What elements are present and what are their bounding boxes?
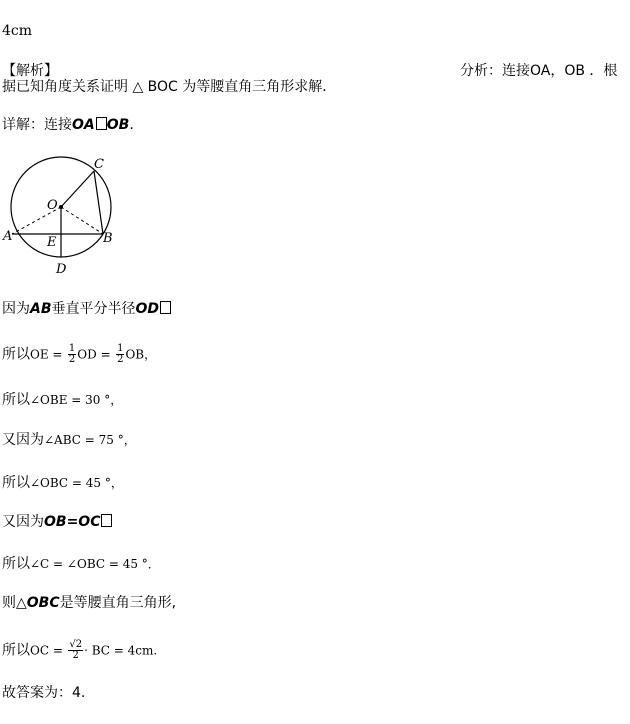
label-c: C xyxy=(94,157,104,172)
circle-figure xyxy=(0,152,130,282)
label-e: E xyxy=(47,235,57,250)
step-5 xyxy=(2,474,123,492)
step-6-pre: 又因为 xyxy=(2,514,44,530)
step-2-b: OD = xyxy=(77,347,111,362)
detail-oa: OA xyxy=(72,117,95,133)
step-2-pre: 所以 xyxy=(2,346,30,363)
step-4 xyxy=(2,431,136,449)
segment-ob-dashed xyxy=(61,207,103,234)
analysis-header: 【解析】 xyxy=(2,63,58,79)
step-8-pre: 则△ xyxy=(2,595,27,611)
detail-line xyxy=(2,116,134,134)
fraction-one-half-2: $\frac{1}{2}$ xyxy=(117,343,124,365)
label-d: D xyxy=(56,262,67,277)
segment-cb xyxy=(94,171,103,234)
step-9-b: · BC = 4cm. xyxy=(84,643,158,658)
step-6-body: OB=OC xyxy=(44,514,101,530)
detail-end: . xyxy=(129,117,134,133)
label-b: B xyxy=(103,231,113,246)
step-4-body: ∠ABC = 75 °， xyxy=(44,433,136,447)
step-9-pre: 所以 xyxy=(2,642,30,659)
answer-top: 4cm xyxy=(2,23,33,39)
missing-glyph-box xyxy=(96,117,107,130)
step-3-body: ∠OBE = 30 °， xyxy=(30,393,123,407)
step-1-ab: AB xyxy=(30,301,52,317)
fraction-root2-over-2: $\frac{√2}{2}$ xyxy=(69,639,83,661)
label-o: O xyxy=(47,198,58,213)
detail-ob: OB xyxy=(106,117,130,133)
step-5-pre: 所以 xyxy=(2,475,30,491)
missing-glyph-box xyxy=(160,301,171,314)
step-1 xyxy=(2,300,171,318)
step-8-post: 是等腰直角三角形, xyxy=(59,595,177,611)
step-3-pre: 所以 xyxy=(2,392,30,408)
step-9-a: OC = xyxy=(30,643,63,658)
missing-glyph-box xyxy=(101,514,112,527)
step-2-a: OE = xyxy=(30,347,63,362)
step-5-body: ∠OBC = 45 °， xyxy=(30,476,123,490)
step-7-pre: 所以 xyxy=(2,556,30,572)
center-point xyxy=(59,205,63,209)
analysis-label: 分析：连接OA，OB ．根 xyxy=(460,63,618,79)
label-a: A xyxy=(3,229,13,244)
step-8 xyxy=(2,594,176,612)
final-answer: 故答案为：4. xyxy=(2,685,86,701)
segment-oc xyxy=(61,171,94,207)
step-7-body: ∠C = ∠OBC = 45 °． xyxy=(30,557,160,571)
fraction-one-half: $\frac{1}{2}$ xyxy=(68,343,76,365)
detail-prefix: 详解：连接 xyxy=(2,117,72,133)
step-6 xyxy=(2,513,112,531)
step-7 xyxy=(2,555,160,573)
step-2-c: OB， xyxy=(125,347,157,362)
step-8-obc: OBC xyxy=(26,595,60,611)
step-4-pre: 又因为 xyxy=(2,432,44,448)
step-3 xyxy=(2,391,122,409)
step-1-mid: 垂直平分半径 xyxy=(51,301,136,317)
analysis-line2: 据已知角度关系证明 △ BOC 为等腰直角三角形求解． xyxy=(2,79,337,95)
step-2 xyxy=(2,344,156,365)
step-1-od: OD xyxy=(135,301,160,317)
step-1-pre: 因为 xyxy=(2,301,30,317)
step-9 xyxy=(2,640,157,661)
